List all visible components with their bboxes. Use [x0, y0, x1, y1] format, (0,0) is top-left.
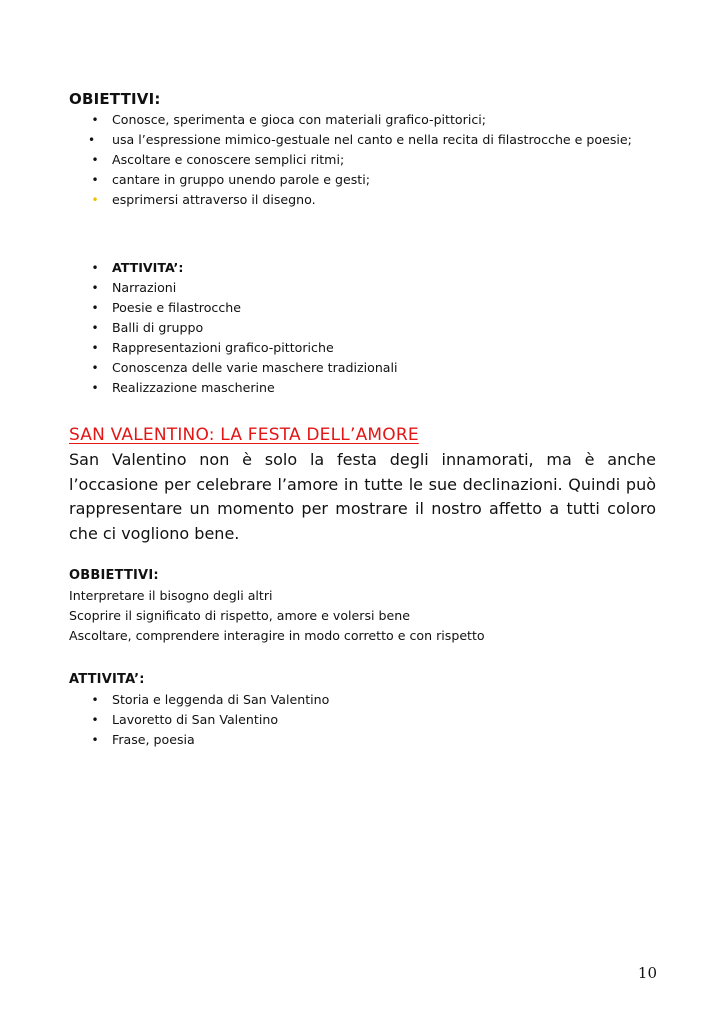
bullet-icon: • [91, 341, 99, 355]
bullet-icon: • [91, 153, 99, 167]
objective-line: Interpretare il bisogno degli altri [69, 588, 273, 603]
list-item: • Conosce, sperimenta e gioca con materiali grafico-pittorici; [88, 110, 656, 130]
list-item [88, 258, 656, 278]
list-item: • Frase, poesia [88, 730, 656, 750]
bullet-icon: • [91, 381, 99, 395]
list-item: • esprimersi attraverso il disegno. [88, 190, 656, 210]
bullet-icon: • [91, 321, 99, 335]
intro-paragraph: San Valentino non è solo la festa degli innamorati, ma è anche l’occasione per celebrare l’amore in tutte le sue declinazioni. Quindi può rappresentare un momento per mostrare il nostro affetto a tutti coloro che ci vogliono bene. [69, 450, 656, 543]
section-title: SAN VALENTINO: LA FESTA DELL’AMORE [69, 425, 419, 445]
activities-list [88, 258, 656, 398]
list-item: • Ascoltare e conoscere semplici ritmi; [88, 150, 656, 170]
activities-list-2 [88, 690, 656, 750]
objectives-list [88, 110, 656, 210]
activities-heading: ATTIVITA’: [112, 260, 184, 275]
bullet-icon: • [91, 713, 99, 727]
objectives-heading-2: OBBIETTIVI: [69, 568, 159, 583]
list-item: • Realizzazione mascherine [88, 378, 656, 398]
bullet-icon: • [91, 733, 99, 747]
objective-line: Ascoltare, comprendere interagire in modo corretto e con rispetto [69, 628, 485, 643]
page-number: 10 [637, 964, 657, 982]
bullet-icon: • [91, 693, 99, 707]
list-item: • Storia e leggenda di San Valentino [88, 690, 656, 710]
list-item: • Narrazioni [88, 278, 656, 298]
bullet-icon: • [91, 261, 99, 275]
bullet-icon: • [91, 301, 99, 315]
objective-line: Scoprire il significato di rispetto, amore e volersi bene [69, 608, 410, 623]
activities-heading-2: ATTIVITA’: [69, 672, 145, 687]
objectives-heading: OBIETTIVI: [69, 90, 161, 108]
objectives-lines [69, 586, 485, 646]
list-item: • usa l’espressione mimico-gestuale nel canto e nella recita di filastrocche e poesie; [88, 130, 656, 150]
bullet-icon: • [91, 361, 99, 375]
bullet-icon: • [88, 133, 96, 147]
list-item: • Rappresentazioni grafico-pittoriche [88, 338, 656, 358]
list-item: • cantare in gruppo unendo parole e gesti; [88, 170, 656, 190]
bullet-icon: • [91, 193, 99, 207]
bullet-icon: • [91, 281, 99, 295]
bullet-icon: • [91, 173, 99, 187]
list-item: • Conoscenza delle varie maschere tradizionali [88, 358, 656, 378]
list-item: • Balli di gruppo [88, 318, 656, 338]
list-item: • Lavoretto di San Valentino [88, 710, 656, 730]
list-item: • Poesie e filastrocche [88, 298, 656, 318]
bullet-icon: • [91, 113, 99, 127]
